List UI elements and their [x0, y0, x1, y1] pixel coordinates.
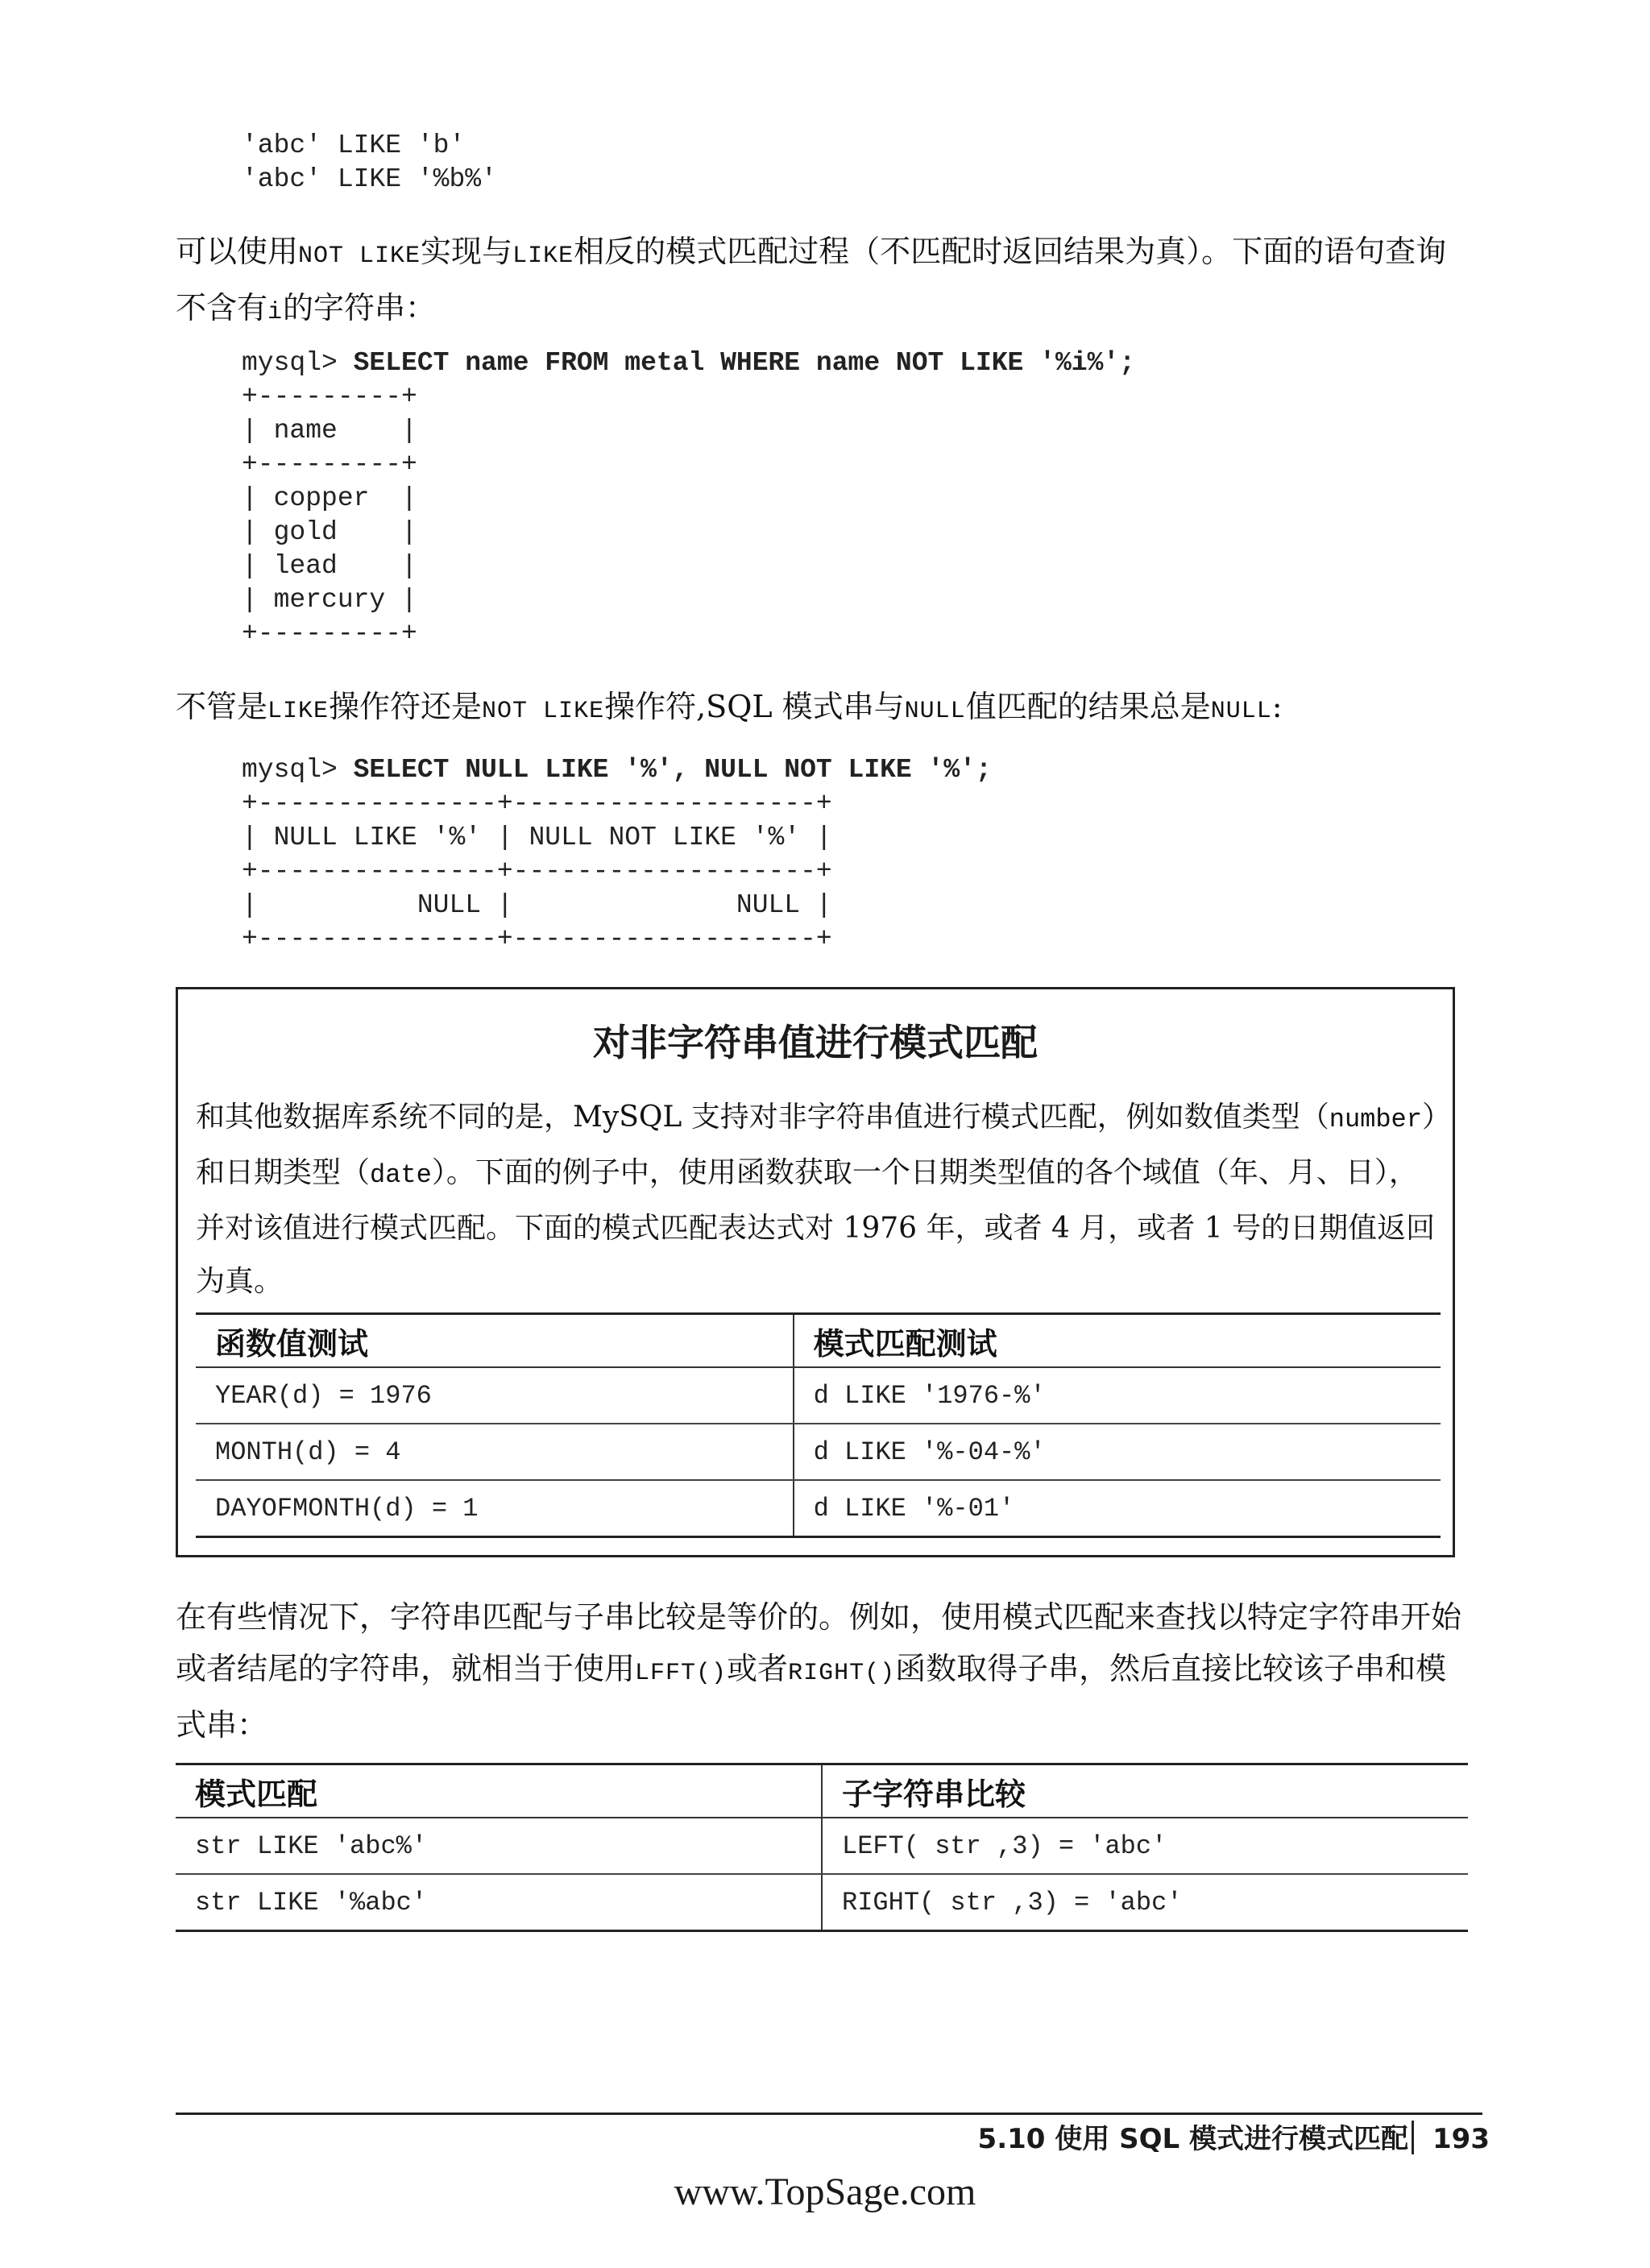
- date-pattern-table: [196, 1312, 1441, 1538]
- table-cell: LEFT( str ,3) = 'abc': [822, 1818, 1468, 1874]
- paragraph-null-match: [176, 681, 1465, 737]
- keyword: LIKE: [512, 243, 574, 270]
- page-number: 193: [1432, 2123, 1490, 2155]
- sql-statement: SELECT NULL LIKE '%', NULL NOT LIKE '%';: [353, 755, 992, 785]
- table-row: [196, 1480, 1441, 1537]
- mysql-prompt: mysql>: [242, 755, 354, 785]
- text: 值匹配的结果总是: [965, 689, 1211, 724]
- text: 和其他数据库系统不同的是，MySQL 支持对非字符串值进行模式匹配，例如数值类型（: [196, 1101, 1329, 1134]
- text: ）和日期类型（: [196, 1101, 1436, 1189]
- footer-section-title: 5.10 使用 SQL 模式进行模式匹配: [977, 2123, 1408, 2155]
- table-row: [196, 1367, 1441, 1424]
- text: 可以使用: [176, 234, 299, 269]
- text: 的字符串：: [283, 290, 437, 325]
- table-header-row: [196, 1314, 1441, 1368]
- table-cell: d LIKE '%-01': [794, 1480, 1441, 1537]
- sidebar-box: [176, 987, 1455, 1557]
- result-row: | gold |: [242, 517, 417, 547]
- query-1-line: [242, 346, 1135, 380]
- substring-comparison-table: [176, 1763, 1468, 1932]
- result-border: +---------+: [242, 450, 417, 479]
- result-border: +---------+: [242, 382, 417, 412]
- site-watermark: www.TopSage.com: [674, 2171, 976, 2213]
- text: ）。下面的例子中，使用函数获取一个日期类型值的各个域值（年、月、日），并对该值进行模式匹配。下面的模式匹配表达式对 1976 年，或者 4 月，或者 1 号的日期值返回为真。: [196, 1156, 1436, 1298]
- paragraph-not-like: [176, 226, 1465, 338]
- example-line-2: 'abc' LIKE '%b%': [242, 164, 497, 194]
- table-header-row: [176, 1764, 1468, 1818]
- example-line-1: 'abc' LIKE 'b': [242, 131, 466, 160]
- result-border: +---------------+-------------------+: [242, 789, 832, 819]
- table-header: 模式匹配测试: [794, 1314, 1441, 1368]
- keyword: NOT LIKE: [298, 243, 421, 270]
- table-cell: d LIKE '1976-%': [794, 1367, 1441, 1424]
- result-border: +---------+: [242, 619, 417, 649]
- keyword: i: [267, 299, 284, 326]
- result-row: | mercury |: [242, 585, 417, 615]
- keyword: LFFT(): [635, 1660, 728, 1687]
- sidebar-title: 对非字符串值进行模式匹配: [593, 1021, 1038, 1064]
- table-row: [176, 1818, 1468, 1874]
- mysql-prompt: mysql>: [242, 348, 354, 378]
- table-cell: str LIKE '%abc': [176, 1874, 822, 1931]
- result-border: +---------------+-------------------+: [242, 924, 832, 954]
- keyword: RIGHT(): [788, 1660, 896, 1687]
- keyword: NULL: [1210, 698, 1272, 725]
- text: 操作符,SQL 模式串与: [604, 689, 905, 724]
- table-header: 模式匹配: [176, 1764, 822, 1818]
- text: 函数取得子串，然后直接比较该子串和模式串：: [176, 1651, 1447, 1743]
- text: 操作符还是: [329, 689, 483, 724]
- table-cell: str LIKE 'abc%': [176, 1818, 822, 1874]
- result-header: | NULL LIKE '%' | NULL NOT LIKE '%' |: [242, 823, 832, 852]
- text: 实现与: [421, 234, 513, 269]
- table-cell: DAYOFMONTH(d) = 1: [196, 1480, 794, 1537]
- paragraph-substring: [176, 1591, 1465, 1751]
- query-2-line: [242, 753, 992, 787]
- table-header: 子字符串比较: [822, 1764, 1468, 1818]
- text: :: [1271, 689, 1283, 724]
- sidebar-paragraph: [196, 1091, 1441, 1308]
- table-cell: YEAR(d) = 1976: [196, 1367, 794, 1424]
- text: 相反的模式匹配过程（不匹配时返回结果为真）。下面的语句查询不含有: [176, 234, 1447, 325]
- text: 或者: [727, 1651, 789, 1686]
- table-cell: d LIKE '%-04-%': [794, 1424, 1441, 1480]
- sql-statement: SELECT name FROM metal WHERE name NOT LIKE '%i%';: [353, 348, 1135, 378]
- keyword: NULL: [904, 698, 966, 725]
- footer-separator: [1412, 2121, 1414, 2154]
- text: 在有些情况下，字符串匹配与子串比较是等价的。例如，使用模式匹配来查找以特定字符串开始或者结尾的字符串，就相当于使用: [176, 1599, 1462, 1686]
- result-header: | name |: [242, 416, 417, 446]
- keyword: date: [370, 1160, 432, 1190]
- table-header: 函数值测试: [196, 1314, 794, 1368]
- result-row: | NULL | NULL |: [242, 890, 832, 920]
- table-row: [196, 1424, 1441, 1480]
- table-cell: MONTH(d) = 4: [196, 1424, 794, 1480]
- keyword: NOT LIKE: [482, 698, 605, 725]
- result-row: | copper |: [242, 483, 417, 513]
- result-border: +---------------+-------------------+: [242, 856, 832, 886]
- keyword: number: [1329, 1105, 1422, 1134]
- result-row: | lead |: [242, 551, 417, 581]
- table-cell: RIGHT( str ,3) = 'abc': [822, 1874, 1468, 1931]
- keyword: LIKE: [267, 698, 330, 725]
- table-row: [176, 1874, 1468, 1931]
- text: 不管是: [176, 689, 268, 724]
